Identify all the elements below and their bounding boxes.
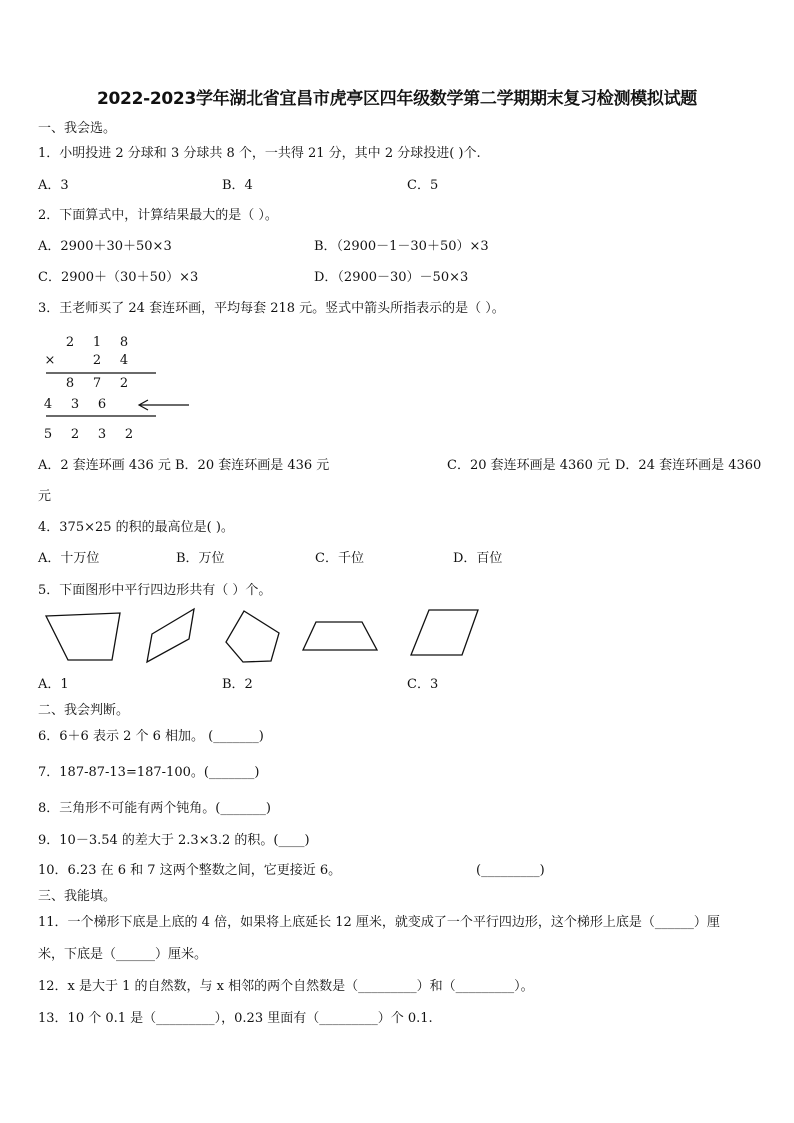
question-2-option-d: D．（2900－30）－50×3 <box>314 270 469 285</box>
question-4-option-c: C．千位 <box>315 551 364 566</box>
question-3-text: 3．王老师买了 24 套连环画，平均每套 218 元。竖式中箭头所指表示的是（ ）。 <box>38 301 505 316</box>
question-2-option-a: A．2900＋30＋50×3 <box>38 239 172 254</box>
question-1-option-c: C．5 <box>407 178 439 193</box>
question-12-text: 12．x 是大于 1 的自然数，与 x 相邻的两个自然数是（_________）和（_________）。 <box>38 979 534 994</box>
calc-digit: 4 <box>43 397 53 412</box>
question-9-text: 9．10－3.54 的差大于 2.3×3.2 的积。(____) <box>38 833 310 848</box>
page-title: 2022-2023学年湖北省宜昌市虎亭区四年级数学第二学期期末复习检测模拟试题 <box>97 89 697 109</box>
calc-digit: 2 <box>65 335 75 350</box>
multiply-sign: × <box>44 353 56 368</box>
calc-digit: 2 <box>119 376 129 391</box>
question-13-text: 13．10 个 0.1 是（_________），0.23 里面有（_________）个 0.1. <box>38 1011 433 1026</box>
calc-digit: 2 <box>124 427 134 442</box>
calc-digit: 7 <box>92 376 102 391</box>
question-5-text: 5．下面图形中平行四边形共有（ ）个。 <box>38 583 272 598</box>
calc-digit: 4 <box>119 353 129 368</box>
quadrilateral-shape <box>46 613 120 660</box>
calc-digit: 8 <box>65 376 75 391</box>
question-8-text: 8．三角形不可能有两个钝角。(_______) <box>38 801 271 816</box>
question-3-options-ab: A．2 套连环画 436 元 B．20 套连环画是 436 元 <box>38 458 330 473</box>
question-3-option-d: D．24 套连环画是 4360 <box>615 458 762 473</box>
calc-digit: 5 <box>43 427 53 442</box>
calc-digit: 2 <box>70 427 80 442</box>
question-3-option-d-continued: 元 <box>38 489 52 504</box>
calc-digit: 2 <box>92 353 102 368</box>
section-heading-fill: 三、我能填。 <box>38 889 117 904</box>
calc-digit: 6 <box>97 397 107 412</box>
question-4-option-b: B．万位 <box>176 551 225 566</box>
question-1-option-a: A．3 <box>38 178 69 193</box>
question-11-text-continued: 米，下底是（______）厘米。 <box>38 947 208 962</box>
question-5-option-a: A．1 <box>38 677 69 692</box>
trapezoid-shape <box>303 622 377 650</box>
calc-digit: 3 <box>70 397 80 412</box>
rhombus-shape <box>411 610 478 655</box>
calc-digit: 8 <box>119 335 129 350</box>
question-2-option-b: B．（2900－1－30＋50）×3 <box>314 239 489 254</box>
question-2-text: 2．下面算式中，计算结果最大的是（ ）。 <box>38 208 278 223</box>
calc-digit: 3 <box>97 427 107 442</box>
parallelogram-shape <box>147 609 194 662</box>
question-4-option-d: D．百位 <box>453 551 503 566</box>
question-11-text: 11．一个梯形下底是上底的 4 倍，如果将上底延长 12 厘米，就变成了一个平行四边形，这个梯形上底是（______）厘 <box>38 915 720 930</box>
calc-digit: 1 <box>92 335 102 350</box>
question-4-text: 4．375×25 的积的最高位是( )。 <box>38 520 234 535</box>
pentagon-shape <box>226 611 279 662</box>
question-10-text: 10．6.23 在 6 和 7 这两个整数之间，它更接近 6。 <box>38 863 342 878</box>
question-3-option-c: C．20 套连环画是 4360 元 <box>447 458 610 473</box>
section-heading-choose: 一、我会选。 <box>38 121 117 136</box>
question-10-answer-blank: (_________) <box>476 863 545 878</box>
question-4-option-a: A．十万位 <box>38 551 100 566</box>
question-2-option-c: C．2900＋（30＋50）×3 <box>38 270 199 285</box>
question-5-option-b: B．2 <box>222 677 253 692</box>
question-5-option-c: C．3 <box>407 677 439 692</box>
section-heading-judge: 二、我会判断。 <box>38 703 130 718</box>
question-7-text: 7．187-87-13=187-100。(_______) <box>38 765 260 780</box>
question-1-text: 1．小明投进 2 分球和 3 分球共 8 个，一共得 21 分，其中 2 分球投进( )个. <box>38 146 481 161</box>
question-1-option-b: B．4 <box>222 178 253 193</box>
question-6-text: 6．6＋6 表示 2 个 6 相加。 (_______) <box>38 729 264 744</box>
